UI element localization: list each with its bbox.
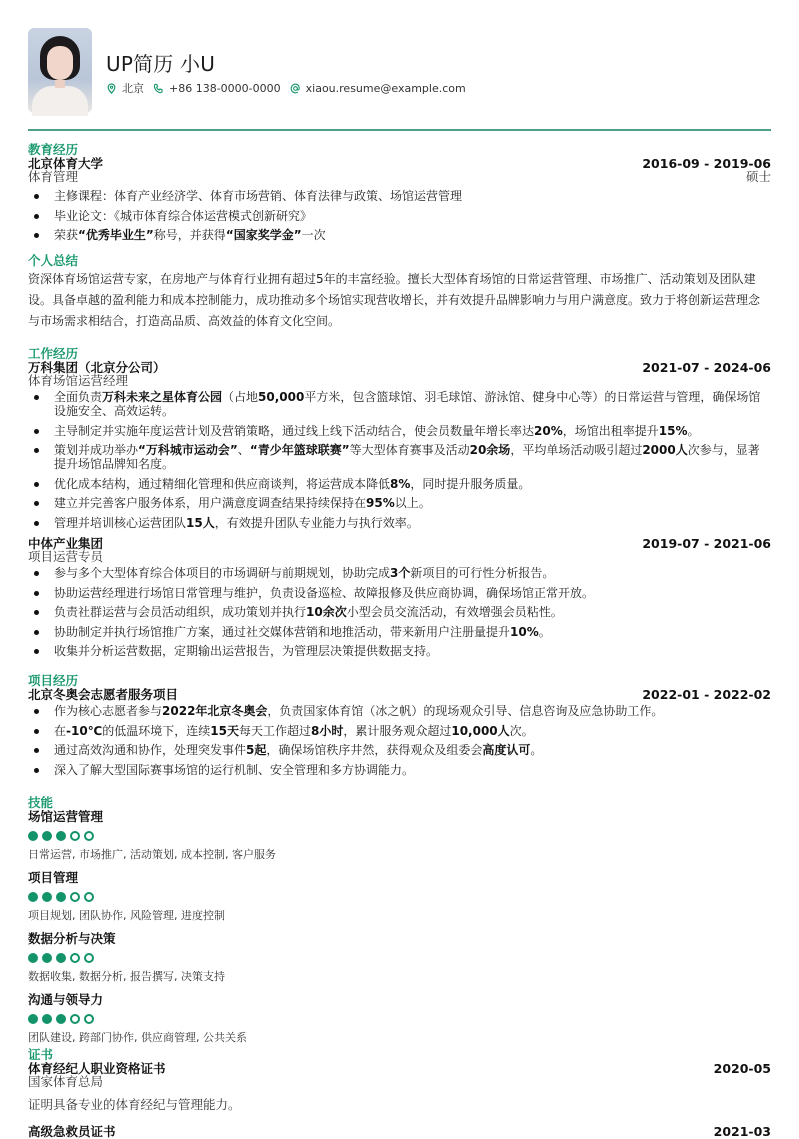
degree: 硕士 [745, 169, 771, 184]
filled-dot-icon [56, 953, 66, 963]
job-date: 2019-07 - 2021-06 [642, 536, 771, 551]
skill-item [28, 871, 771, 922]
bullet-item: 优化成本结构，通过精细化管理和供应商谈判，将运营成本降低8%，同时提升服务质量。 [28, 477, 771, 491]
skill-keywords: 日常运营, 市场推广, 活动策划, 成本控制, 客户服务 [28, 848, 276, 861]
filled-dot-icon [28, 1014, 38, 1024]
bullet-item: 管理并培训核心运营团队15人，有效提升团队专业能力与执行效率。 [28, 516, 771, 530]
section-title-skills: 技能 [28, 795, 54, 810]
filled-dot-icon [56, 892, 66, 902]
empty-dot-icon [70, 953, 80, 963]
section-title-work: 工作经历 [28, 346, 79, 361]
bullet-item: 策划并成功举办“万科城市运动会”、“青少年篮球联赛”等大型体育赛事及活动20余场，平均单场活动吸引超过2000人次参与，显著提升场馆品牌知名度。 [28, 443, 771, 471]
filled-dot-icon [56, 1014, 66, 1024]
bullet-item: 全面负责万科未来之星体育公园（占地50,000平方米，包含篮球馆、羽毛球馆、游泳馆、健身中心等）的日常运营与管理，确保场馆设施安全、高效运转。 [28, 390, 771, 418]
skill-name: 沟通与领导力 [28, 992, 104, 1007]
job-entry [28, 361, 771, 530]
projects-section [28, 674, 771, 782]
company-name: 万科集团（北京分公司） [28, 360, 166, 375]
bullet-item: 作为核心志愿者参与2022年北京冬奥会，负责国家体育馆（冰之帆）的现场观众引导、信息咨询及应急协助工作。 [28, 704, 771, 718]
bullet-item: 主修课程：体育产业经济学、体育市场营销、体育法律与政策、场馆运营管理 [28, 189, 771, 203]
empty-dot-icon [70, 892, 80, 902]
certificates-section [28, 1048, 771, 1138]
candidate-name: UP简历 小U [106, 52, 216, 76]
certificate-date: 2021-03 [713, 1124, 771, 1139]
certificate-name: 高级急救员证书 [28, 1124, 116, 1139]
filled-dot-icon [28, 892, 38, 902]
section-title-summary: 个人总结 [28, 253, 79, 268]
profile-photo [28, 28, 92, 113]
location-pin-icon [106, 83, 117, 94]
education-bullets [28, 189, 771, 242]
filled-dot-icon [28, 953, 38, 963]
resume-page [28, 0, 771, 1139]
skills-section [28, 796, 771, 1054]
skill-name: 项目管理 [28, 870, 79, 885]
certificate-name: 体育经纪人职业资格证书 [28, 1061, 166, 1076]
project-bullets [28, 704, 771, 777]
contact-email[interactable] [290, 82, 466, 95]
phone-text: +86 138-0000-0000 [169, 81, 281, 95]
resume-header [28, 0, 771, 130]
skill-name: 数据分析与决策 [28, 931, 116, 946]
skill-level-rating [28, 892, 771, 902]
skill-level-rating [28, 1014, 771, 1024]
header-divider [28, 129, 771, 131]
bullet-item: 协助制定并执行场馆推广方案，通过社交媒体营销和地推活动，带来新用户注册量提升10%。 [28, 625, 771, 639]
project-date: 2022-01 - 2022-02 [642, 687, 771, 702]
empty-dot-icon [70, 1014, 80, 1024]
skill-level-rating [28, 953, 771, 963]
empty-dot-icon [84, 831, 94, 841]
bullet-item: 通过高效沟通和协作，处理突发事件5起，确保场馆秩序井然，获得观众及组委会高度认可。 [28, 743, 771, 757]
school-name: 北京体育大学 [28, 156, 104, 171]
at-sign-icon [290, 83, 301, 94]
section-title-certificates: 证书 [28, 1047, 54, 1062]
skill-item [28, 810, 771, 861]
bullet-item: 深入了解大型国际赛事场馆的运行机制、安全管理和多方协调能力。 [28, 763, 771, 777]
bullet-item: 参与多个大型体育综合体项目的市场调研与前期规划，协助完成3个新项目的可行性分析报告。 [28, 566, 771, 580]
job-role: 项目运营专员 [28, 549, 104, 564]
bullet-item: 建立并完善客户服务体系，用户满意度调查结果持续保持在95%以上。 [28, 496, 771, 510]
skill-level-rating [28, 831, 771, 841]
job-date: 2021-07 - 2024-06 [642, 360, 771, 375]
email-text[interactable]: xiaou.resume@example.com [305, 81, 466, 95]
contact-location [106, 80, 144, 96]
phone-icon [153, 83, 164, 94]
skill-item [28, 932, 771, 983]
filled-dot-icon [42, 831, 52, 841]
contact-phone [153, 82, 281, 95]
skills-list [28, 810, 771, 1044]
section-title-projects: 项目经历 [28, 673, 79, 688]
education-section [28, 143, 771, 248]
empty-dot-icon [70, 831, 80, 841]
empty-dot-icon [84, 953, 94, 963]
filled-dot-icon [42, 953, 52, 963]
filled-dot-icon [42, 892, 52, 902]
skill-item [28, 993, 771, 1044]
filled-dot-icon [42, 1014, 52, 1024]
job-entry [28, 537, 771, 664]
certificate-date: 2020-05 [713, 1061, 771, 1076]
bullet-item: 负责社群运营与会员活动组织，成功策划并执行10余次小型会员交流活动，有效增强会员粘性。 [28, 605, 771, 619]
filled-dot-icon [56, 831, 66, 841]
summary-section [28, 254, 771, 332]
empty-dot-icon [84, 892, 94, 902]
job-bullets [28, 566, 771, 658]
empty-dot-icon [84, 1014, 94, 1024]
education-date: 2016-09 - 2019-06 [642, 156, 771, 171]
work-section [28, 347, 771, 535]
skill-keywords: 项目规划, 团队协作, 风险管理, 进度控制 [28, 909, 225, 922]
bullet-item: 协助运营经理进行场馆日常管理与维护，负责设备巡检、故障报修及供应商协调，确保场馆正常开放。 [28, 586, 771, 600]
job-role: 体育场馆运营经理 [28, 373, 129, 388]
certificate-description: 证明具备专业的体育经纪与管理能力。 [28, 1097, 241, 1112]
skill-keywords: 数据收集, 数据分析, 报告撰写, 决策支持 [28, 970, 225, 983]
skill-keywords: 团队建设, 跨部门协作, 供应商管理, 公共关系 [28, 1031, 247, 1044]
major: 体育管理 [28, 169, 79, 184]
contact-info [106, 80, 475, 96]
bullet-item: 在-10℃的低温环境下，连续15天每天工作超过8小时，累计服务观众超过10,000人次。 [28, 724, 771, 738]
project-name: 北京冬奥会志愿者服务项目 [28, 687, 179, 702]
company-name: 中体产业集团 [28, 536, 104, 551]
bullet-item: 毕业论文：《城市体育综合体运营模式创新研究》 [28, 209, 771, 223]
filled-dot-icon [28, 831, 38, 841]
location-text: 北京 [122, 82, 144, 95]
bullet-item: 收集并分析运营数据，定期输出运营报告，为管理层决策提供数据支持。 [28, 644, 771, 658]
job-bullets [28, 390, 771, 530]
summary-text: 资深体育场馆运营专家，在房地产与体育行业拥有超过5年的丰富经验。擅长大型体育场馆的日常运营管理、市场推广、活动策划及团队建设。具备卓越的盈利能力和成本控制能力，成功推动多个场馆实现营收增长，并有效提升品牌影响力与用户满意度。致力于将创新运营理念与市场需求相结合，打造高品质、高效益的体育文化空间。 [28, 272, 761, 328]
certificate-issuer: 国家体育总局 [28, 1074, 104, 1089]
skill-name: 场馆运营管理 [28, 809, 104, 824]
section-title-education: 教育经历 [28, 142, 79, 157]
bullet-item: 荣获“优秀毕业生”称号，并获得“国家奖学金”一次 [28, 228, 771, 242]
bullet-item: 主导制定并实施年度运营计划及营销策略，通过线上线下活动结合，使会员数量年增长率达20%，场馆出租率提升15%。 [28, 424, 771, 438]
